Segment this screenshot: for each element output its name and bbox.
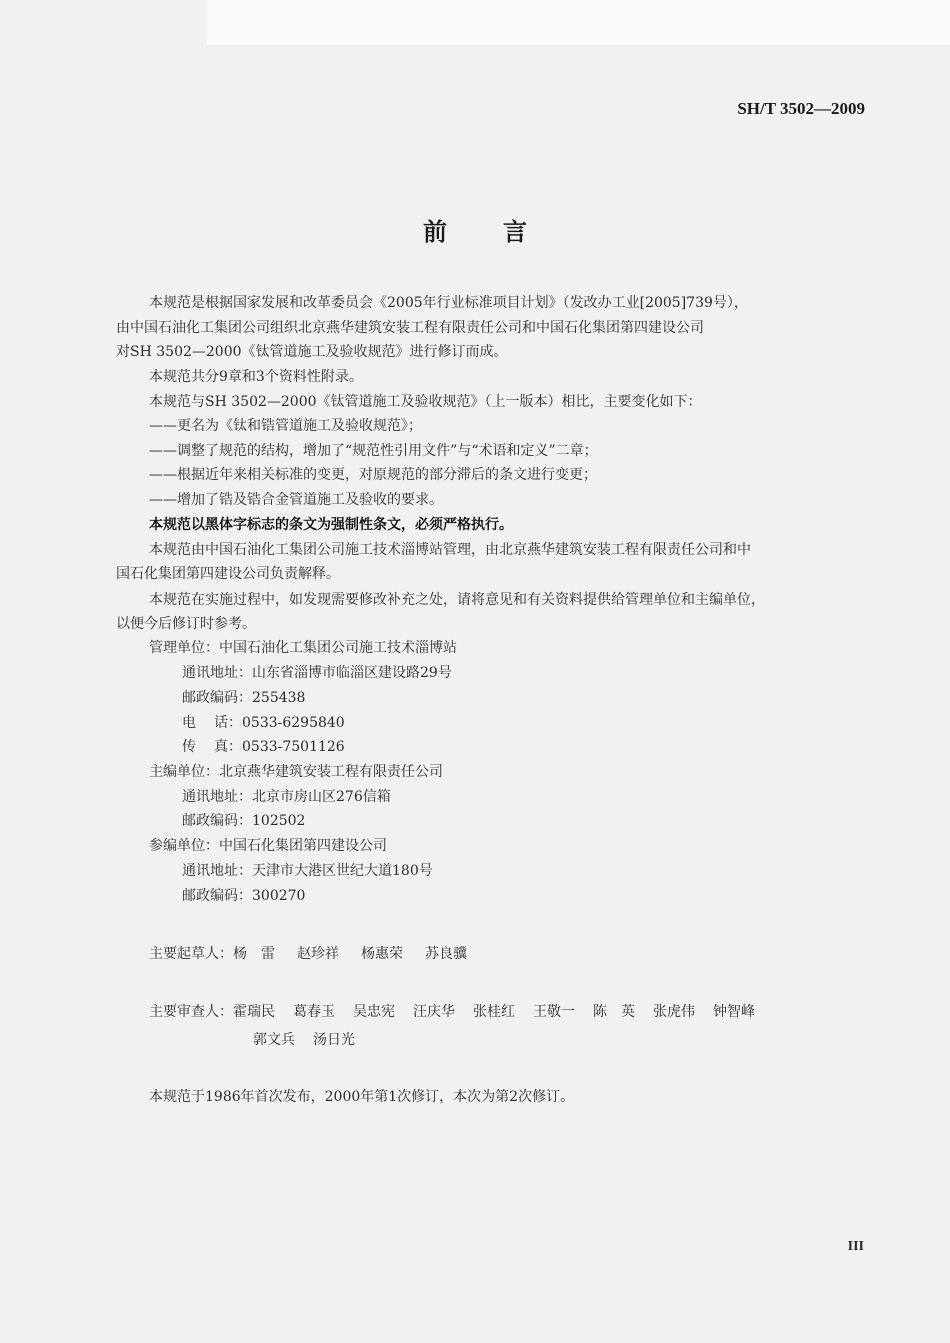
drafter-name: 杨 雷 [233,946,275,962]
paragraph-line: 由中国石油化工集团公司组织北京燕华建筑安装工程有限责任公司和中国石化集团第四建设公司 [116,320,704,336]
reviewers-label: 主要审查人： [149,1004,233,1020]
reviewer-name: 汪庆华 [413,1004,455,1020]
management-fax [182,737,345,757]
chief-editor-address: 通讯地址：北京市房山区276信箱 [182,789,391,805]
reviewers-row [149,1002,755,1022]
paragraph-line: 本规范共分9章和3个资料性附录。 [149,369,363,385]
management-address: 通讯地址：山东省淄博市临淄区建设路29号 [182,665,452,681]
reviewer-name: 葛春玉 [293,1004,335,1020]
revision-history: 本规范于1986年首次发布，2000年第1次修订，本次为第2次修订。 [149,1089,575,1105]
paragraph-line: 国石化集团第四建设公司负责解释。 [116,566,340,582]
reviewer-name: 郭文兵 [253,1032,295,1048]
participant-postcode: 邮政编码：300270 [182,888,306,904]
phone-label-part: 电 [182,715,196,731]
drafters-label: 主要起草人： [149,946,233,962]
change-item: ——更名为《钛和锆管道施工及验收规范》； [149,418,422,434]
reviewer-name: 钟智峰 [713,1004,755,1020]
paragraph-line: 本规范在实施过程中，如发现需要修改补充之处，请将意见和有关资料提供给管理单位和主编单位， [149,592,765,608]
page-title: 前言 [423,217,583,246]
paragraph-line: 对SH 3502—2000《钛管道施工及验收规范》进行修订而成。 [116,344,508,360]
page-number: III [847,1239,864,1254]
change-item: ——增加了锆及锆合金管道施工及验收的要求。 [149,492,443,508]
reviewer-name: 吴忠宪 [353,1004,395,1020]
change-item: ——调整了规范的结构，增加了“规范性引用文件”与“术语和定义”二章； [149,443,598,459]
participant-address: 通讯地址：天津市大港区世纪大道180号 [182,863,433,879]
mandatory-statement: 本规范以黑体字标志的条文为强制性条文，必须严格执行。 [149,517,513,533]
reviewer-name: 陈 英 [593,1004,635,1020]
chief-editor-unit: 主编单位：北京燕华建筑安装工程有限责任公司 [149,764,443,780]
phone-number: 0533-6295840 [242,715,345,731]
management-postcode: 邮政编码：255438 [182,690,306,706]
paragraph-line: 本规范由中国石油化工集团公司施工技术淄博站管理，由北京燕华建筑安装工程有限责任公司和中 [149,542,751,558]
drafter-name: 赵珍祥 [297,946,339,962]
paragraph-line: 本规范与SH 3502—2000《钛管道施工及验收规范》（上一版本）相比，主要变化如下： [149,394,702,410]
change-item: ——根据近年来相关标准的变更，对原规范的部分滞后的条文进行变更； [149,467,597,483]
paragraph-line: 以便今后修订时参考。 [116,616,256,632]
phone-label-part: 话： [214,715,242,731]
paragraph-line: 本规范是根据国家发展和改革委员会《2005年行业标准项目计划》（发改办工业[2005]739号）， [149,295,748,311]
management-phone [182,713,345,733]
drafter-name: 苏良骥 [425,946,467,962]
management-unit: 管理单位：中国石油化工集团公司施工技术淄博站 [149,640,457,656]
scan-edge-strip [207,0,950,45]
fax-label-part: 真： [214,739,242,755]
participant-unit: 参编单位：中国石化集团第四建设公司 [149,838,387,854]
reviewer-name: 王敬一 [533,1004,575,1020]
fax-label-part: 传 [182,739,196,755]
reviewers-row-2 [253,1030,373,1050]
drafter-name: 杨惠荣 [361,946,403,962]
drafters-row [149,944,467,964]
reviewer-name: 霍瑞民 [233,1004,275,1020]
fax-number: 0533-7501126 [242,739,345,755]
chief-editor-postcode: 邮政编码：102502 [182,813,306,829]
reviewer-name: 张桂红 [473,1004,515,1020]
standard-code: SH/T 3502—2009 [737,99,865,118]
reviewer-name: 张虎伟 [653,1004,695,1020]
reviewer-name: 汤日光 [313,1032,355,1048]
